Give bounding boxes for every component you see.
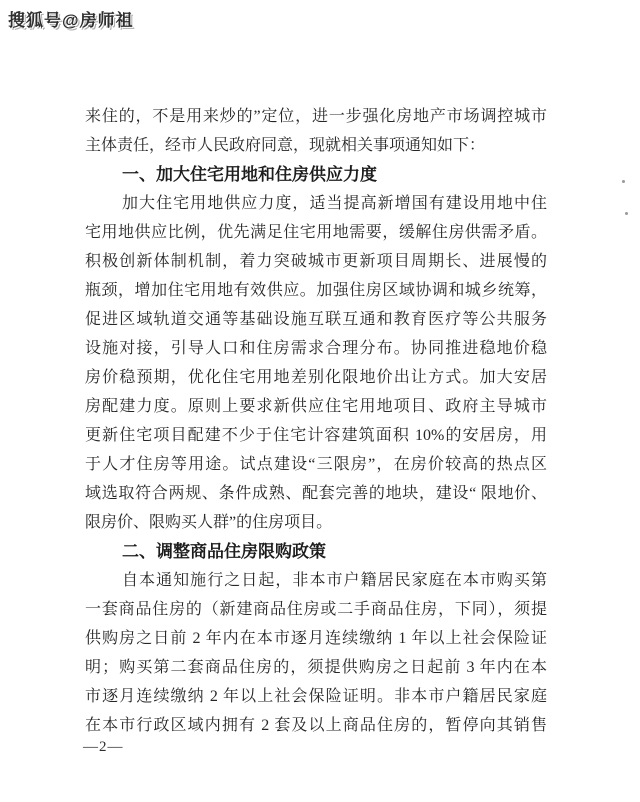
doc-line: 域选取符合两规、条件成熟、配套完善的地块，建设“ 限地价、 xyxy=(85,485,547,502)
doc-line: 主体责任，经市人民政府同意，现就相关事项通知如下： xyxy=(85,137,486,154)
scan-speck xyxy=(622,180,625,183)
page-number: —2— xyxy=(83,739,124,755)
doc-line: 积极创新体制机制，着力突破城市更新项目周期长、进展慢的 xyxy=(85,253,547,270)
doc-line: 瓶颈，增加住宅用地有效供应。加强住房区域协调和城乡统筹， xyxy=(85,282,547,299)
doc-line: 房配建力度。原则上要求新供应住宅用地项目、政府主导城市 xyxy=(85,398,547,415)
doc-line: 市逐月连续缴纳 2 年以上社会保险证明。非本市户籍居民家庭 xyxy=(85,688,547,705)
sohu-watermark: 搜狐号@房师祖 xyxy=(8,11,134,30)
doc-line: 自本通知施行之日起，非本市户籍居民家庭在本市购买第 xyxy=(122,572,547,589)
document-body xyxy=(85,102,547,740)
doc-line: 限房价、限购买人群”的住房项目。 xyxy=(85,514,333,531)
section-heading-1: 一、加大住宅用地和住房供应力度 xyxy=(122,165,377,184)
doc-line: 宅用地供应比例，优先满足住宅用地需要，缓解住房供需矛盾。 xyxy=(85,224,547,241)
doc-line: 促进区域轨道交通等基础设施互联互通和教育医疗等公共服务 xyxy=(85,311,547,328)
section-heading-2: 二、调整商品住房限购政策 xyxy=(122,542,326,561)
doc-line: 房价稳预期，优化住宅用地差别化限地价出让方式。加大安居 xyxy=(85,369,547,386)
scan-speck xyxy=(625,212,628,215)
doc-line: 设施对接，引导人口和住房需求合理分布。协同推进稳地价稳 xyxy=(85,340,547,357)
doc-line: 在本市行政区域内拥有 2 套及以上商品住房的，暂停向其销售 xyxy=(85,717,547,734)
doc-line: 加大住宅用地供应力度，适当提高新增国有建设用地中住 xyxy=(122,195,547,212)
doc-line: 供购房之日前 2 年内在本市逐月连续缴纳 1 年以上社会保险证 xyxy=(85,630,547,647)
doc-line: 更新住宅项目配建不少于住宅计容建筑面积 10%的安居房，用 xyxy=(85,427,547,444)
doc-line: 于人才住房等用途。试点建设“三限房”，在房价较高的热点区 xyxy=(85,456,547,473)
doc-line: 一套商品住房的（新建商品住房或二手商品住房，下同），须提 xyxy=(85,601,547,618)
doc-line: 来住的，不是用来炒的”定位，进一步强化房地产市场调控城市 xyxy=(85,108,547,125)
doc-line: 明；购买第二套商品住房的，须提供购房之日起前 3 年内在本 xyxy=(85,659,547,676)
